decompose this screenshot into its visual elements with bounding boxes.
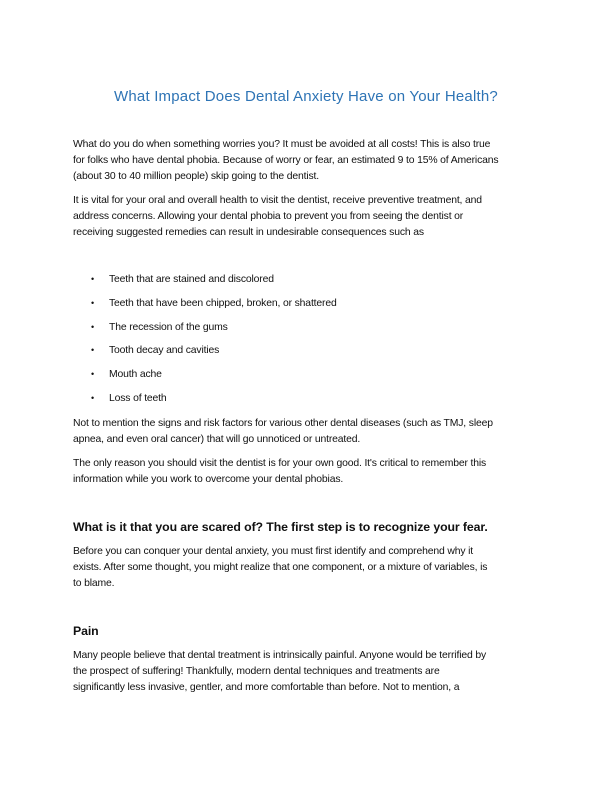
list-item xyxy=(91,393,167,404)
list-item xyxy=(91,345,219,356)
bullet-icon: • xyxy=(91,274,95,284)
bullet-icon: • xyxy=(91,298,95,308)
document-title: What Impact Does Dental Anxiety Have on Your Health? xyxy=(114,88,498,105)
list-item xyxy=(91,322,228,333)
paragraph-line: significantly less invasive, gentler, and more comfortable than before. Not to mention, a xyxy=(73,682,460,693)
section-heading: What is it that you are scared of? The first step is to recognize your fear. xyxy=(73,520,488,534)
paragraph-line: address concerns. Allowing your dental phobia to prevent you from seeing the dentist or xyxy=(73,211,464,222)
list-item xyxy=(91,274,274,285)
paragraph-line: Many people believe that dental treatment is intrinsically painful. Anyone would be terrified by xyxy=(73,650,487,661)
paragraph-line: Before you can conquer your dental anxiety, you must first identify and comprehend why it xyxy=(73,546,473,557)
paragraph-line: apnea, and even oral cancer) that will go unnoticed or untreated. xyxy=(73,434,361,445)
list-item-text: Teeth that have been chipped, broken, or shattered xyxy=(109,298,337,309)
paragraph-line: for folks who have dental phobia. Because of worry or fear, an estimated 9 to 15% of Americans xyxy=(73,155,499,166)
list-item xyxy=(91,298,337,309)
paragraph-line: It is vital for your oral and overall health to visit the dentist, receive preventive treatment, and xyxy=(73,195,482,206)
list-item xyxy=(91,369,162,380)
bullet-icon: • xyxy=(91,322,95,332)
paragraph-line: information while you work to overcome your dental phobias. xyxy=(73,474,344,485)
list-item-text: The recession of the gums xyxy=(109,322,228,333)
paragraph-line: the prospect of suffering! Thankfully, modern dental techniques and treatments are xyxy=(73,666,440,677)
list-item-text: Tooth decay and cavities xyxy=(109,345,220,356)
paragraph-line: The only reason you should visit the dentist is for your own good. It's critical to remember this xyxy=(73,458,487,469)
bullet-icon: • xyxy=(91,345,95,355)
paragraph-line: Not to mention the signs and risk factors for various other dental diseases (such as TMJ, sleep xyxy=(73,418,493,429)
paragraph-line: What do you do when something worries you? It must be avoided at all costs! This is also true xyxy=(73,139,491,150)
paragraph-line: exists. After some thought, you might realize that one component, or a mixture of variables, is xyxy=(73,562,488,573)
bullet-icon: • xyxy=(91,393,95,403)
list-item-text: Loss of teeth xyxy=(109,393,167,404)
section-heading: Pain xyxy=(73,624,99,638)
paragraph-line: to blame. xyxy=(73,578,115,589)
paragraph-line: receiving suggested remedies can result in undesirable consequences such as xyxy=(73,227,424,238)
list-item-text: Mouth ache xyxy=(109,369,162,380)
bullet-icon: • xyxy=(91,369,95,379)
paragraph-line: (about 30 to 40 million people) skip going to the dentist. xyxy=(73,171,320,182)
list-item-text: Teeth that are stained and discolored xyxy=(109,274,274,285)
